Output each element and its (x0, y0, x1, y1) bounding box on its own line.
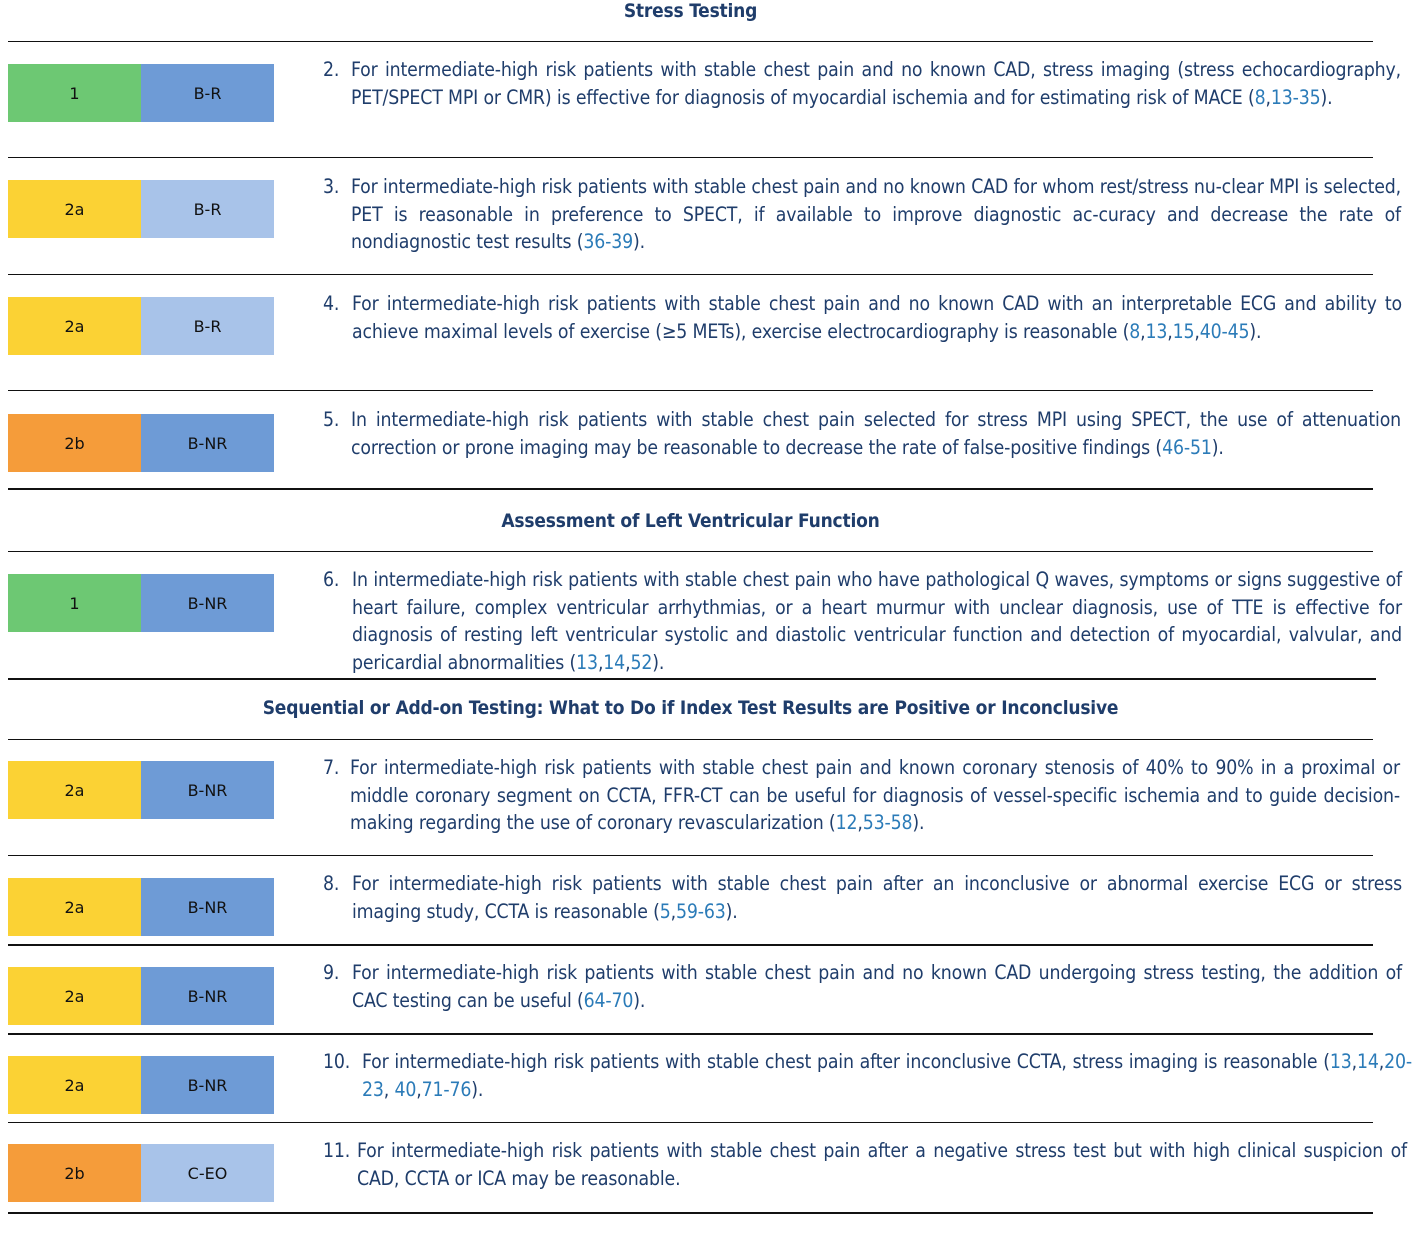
cor-badge: 2a (8, 180, 141, 238)
citation-link[interactable]: 52 (630, 650, 653, 674)
cor-badge: 2b (8, 1144, 141, 1202)
recommendation-number: 8. (323, 872, 340, 895)
recommendation-text: For intermediate-high risk patients with stable chest pain and no known CAD for whom rest/stress nu-clear MPI is selected, PET is reasonable in preference to SPECT, if available to improve diagnostic ac-curacy and decrease the rate of nondiagnostic test results (36-39). (351, 175, 1401, 254)
cor-badge: 2b (8, 414, 141, 472)
recommendation-text: For intermediate-high risk patients with stable chest pain and known coronary stenosis of 40% to 90% in a proximal or middle coronary segment on CCTA, FFR-CT can be useful for diagnosis of vessel-specific ischemia and to guide decision-making regarding the use of coronary revascularization (12,53-58). (350, 756, 1400, 835)
cor-badge: 1 (8, 574, 141, 632)
citation-link[interactable]: 36-39 (583, 230, 634, 254)
recommendation-text: For intermediate-high risk patients with stable chest pain and no known CAD with an interpretable ECG and ability to achieve maximal levels of exercise (≥5 METs), exercise electrocardiography is reasonable (8,13,15,40-45). (352, 292, 1402, 343)
recommendation-text: For intermediate-high risk patients with stable chest pain after a negative stress test but with high clinical suspicion of CAD, CCTA or ICA may be reasonable. (357, 1139, 1407, 1190)
citation-link[interactable]: 59-63 (675, 899, 726, 923)
cor-badge: 1 (8, 64, 141, 122)
recommendation-4 (323, 290, 1402, 345)
citation-link[interactable]: 53-58 (862, 811, 913, 835)
loe-badge: B-R (141, 64, 274, 122)
row-divider (8, 390, 1373, 391)
recommendation-8 (323, 870, 1402, 925)
cor-badge: 2a (8, 761, 141, 819)
recommendation-11 (323, 1137, 1407, 1192)
recommendation-number: 11. (323, 1139, 351, 1162)
section-rule (8, 678, 1376, 680)
row-divider (8, 274, 1373, 275)
citation-link[interactable]: 13 (576, 650, 598, 674)
row-divider (8, 1033, 1373, 1035)
citation-link[interactable]: 12 (835, 811, 858, 835)
loe-badge: B-NR (141, 574, 274, 632)
recommendation-text: In intermediate-high risk patients with stable chest pain who have pathological Q waves, symptoms or signs suggestive of heart failure, complex ventricular arrhythmias, or a heart murmur with unclear diagnosis, use of TTE is effective for diagnosis of resting left ventricular systolic and diastolic ventricular function and detection of myocardial, valvular, and pericardial abnormalities (13,14,52). (352, 568, 1402, 674)
recommendation-number: 7. (323, 756, 340, 779)
loe-badge: B-R (141, 180, 274, 238)
recommendation-5 (323, 406, 1401, 461)
recommendation-number: 6. (323, 568, 340, 591)
citation-link[interactable]: 15 (1172, 319, 1195, 343)
citation-link[interactable]: 8 (1254, 85, 1266, 109)
citation-link[interactable]: 5 (659, 899, 671, 923)
section-rule (8, 1212, 1373, 1214)
recommendation-text: In intermediate-high risk patients with stable chest pain selected for stress MPI using SPECT, the use of attenuation correction or prone imaging may be reasonable to decrease the rate of false-positive findings (46-51). (351, 408, 1401, 459)
cor-badge: 2a (8, 878, 141, 936)
row-divider (8, 855, 1373, 856)
citation-link[interactable]: 40-45 (1199, 319, 1250, 343)
citation-link[interactable]: 71-76 (421, 1077, 472, 1101)
recommendation-text: For intermediate-high risk patients with stable chest pain and no known CAD undergoing stress testing, the addition of CAC testing can be useful (64-70). (352, 961, 1402, 1012)
recommendation-9 (323, 959, 1402, 1014)
citation-link[interactable]: 13 (1145, 319, 1168, 343)
recommendation-number: 5. (323, 408, 340, 431)
loe-badge: B-NR (141, 414, 274, 472)
citation-link[interactable]: 46-51 (1162, 435, 1212, 459)
loe-badge: B-NR (141, 761, 274, 819)
recommendation-number: 2. (323, 58, 340, 81)
row-divider (8, 944, 1373, 946)
citation-link[interactable]: 14 (603, 650, 626, 674)
loe-badge: B-R (141, 297, 274, 355)
recommendation-7 (323, 754, 1400, 837)
recommendation-number: 3. (323, 175, 340, 198)
cor-badge: 2a (8, 1056, 141, 1114)
loe-badge: B-NR (141, 878, 274, 936)
row-divider (8, 1122, 1373, 1123)
loe-badge: B-NR (141, 1056, 274, 1114)
recommendation-10 (323, 1048, 1412, 1103)
recommendation-text: For intermediate-high risk patients with stable chest pain and no known CAD, stress imaging (stress echocardiography, PET/SPECT MPI or CMR) is effective for diagnosis of myocardial ischemia and for estimating risk of MACE (8,13-35). (351, 58, 1401, 109)
recommendation-3 (323, 173, 1401, 256)
cor-badge: 2a (8, 967, 141, 1025)
section-rule (8, 739, 1373, 740)
section-rule (8, 488, 1373, 490)
citation-link[interactable]: 14 (1356, 1050, 1379, 1073)
loe-badge: B-NR (141, 967, 274, 1025)
loe-badge: C-EO (141, 1144, 274, 1202)
recommendation-text: For intermediate-high risk patients with stable chest pain after inconclusive CCTA, stress imaging is reasonable (13,14,20-23, 40,71-76). (362, 1050, 1412, 1101)
section-title-sequential-testing: Sequential or Add-on Testing: What to Do if Index Test Results are Positive or Inconclusive (262, 697, 1119, 719)
citation-link[interactable]: 13 (1329, 1050, 1352, 1073)
citation-link[interactable]: 40 (394, 1077, 417, 1101)
recommendation-6 (323, 566, 1402, 676)
section-title-stress-testing: Stress Testing (623, 0, 758, 22)
citation-link[interactable]: 20-23 (362, 1050, 1412, 1101)
recommendation-text: For intermediate-high risk patients with stable chest pain after an inconclusive or abnormal exercise ECG or stress imaging study, CCTA is reasonable (5,59-63). (352, 872, 1402, 923)
recommendation-number: 10. (323, 1050, 351, 1073)
citation-link[interactable]: 13-35 (1270, 85, 1321, 109)
cor-badge: 2a (8, 297, 141, 355)
section-rule (8, 551, 1373, 552)
citation-link[interactable]: 8 (1129, 319, 1141, 343)
recommendation-number: 9. (323, 961, 340, 984)
recommendation-2 (323, 56, 1401, 111)
recommendation-number: 4. (323, 292, 340, 315)
section-rule (8, 41, 1373, 42)
row-divider (8, 157, 1373, 158)
section-title-lv-function: Assessment of Left Ventricular Function (501, 510, 880, 532)
citation-link[interactable]: 64-70 (583, 988, 634, 1012)
